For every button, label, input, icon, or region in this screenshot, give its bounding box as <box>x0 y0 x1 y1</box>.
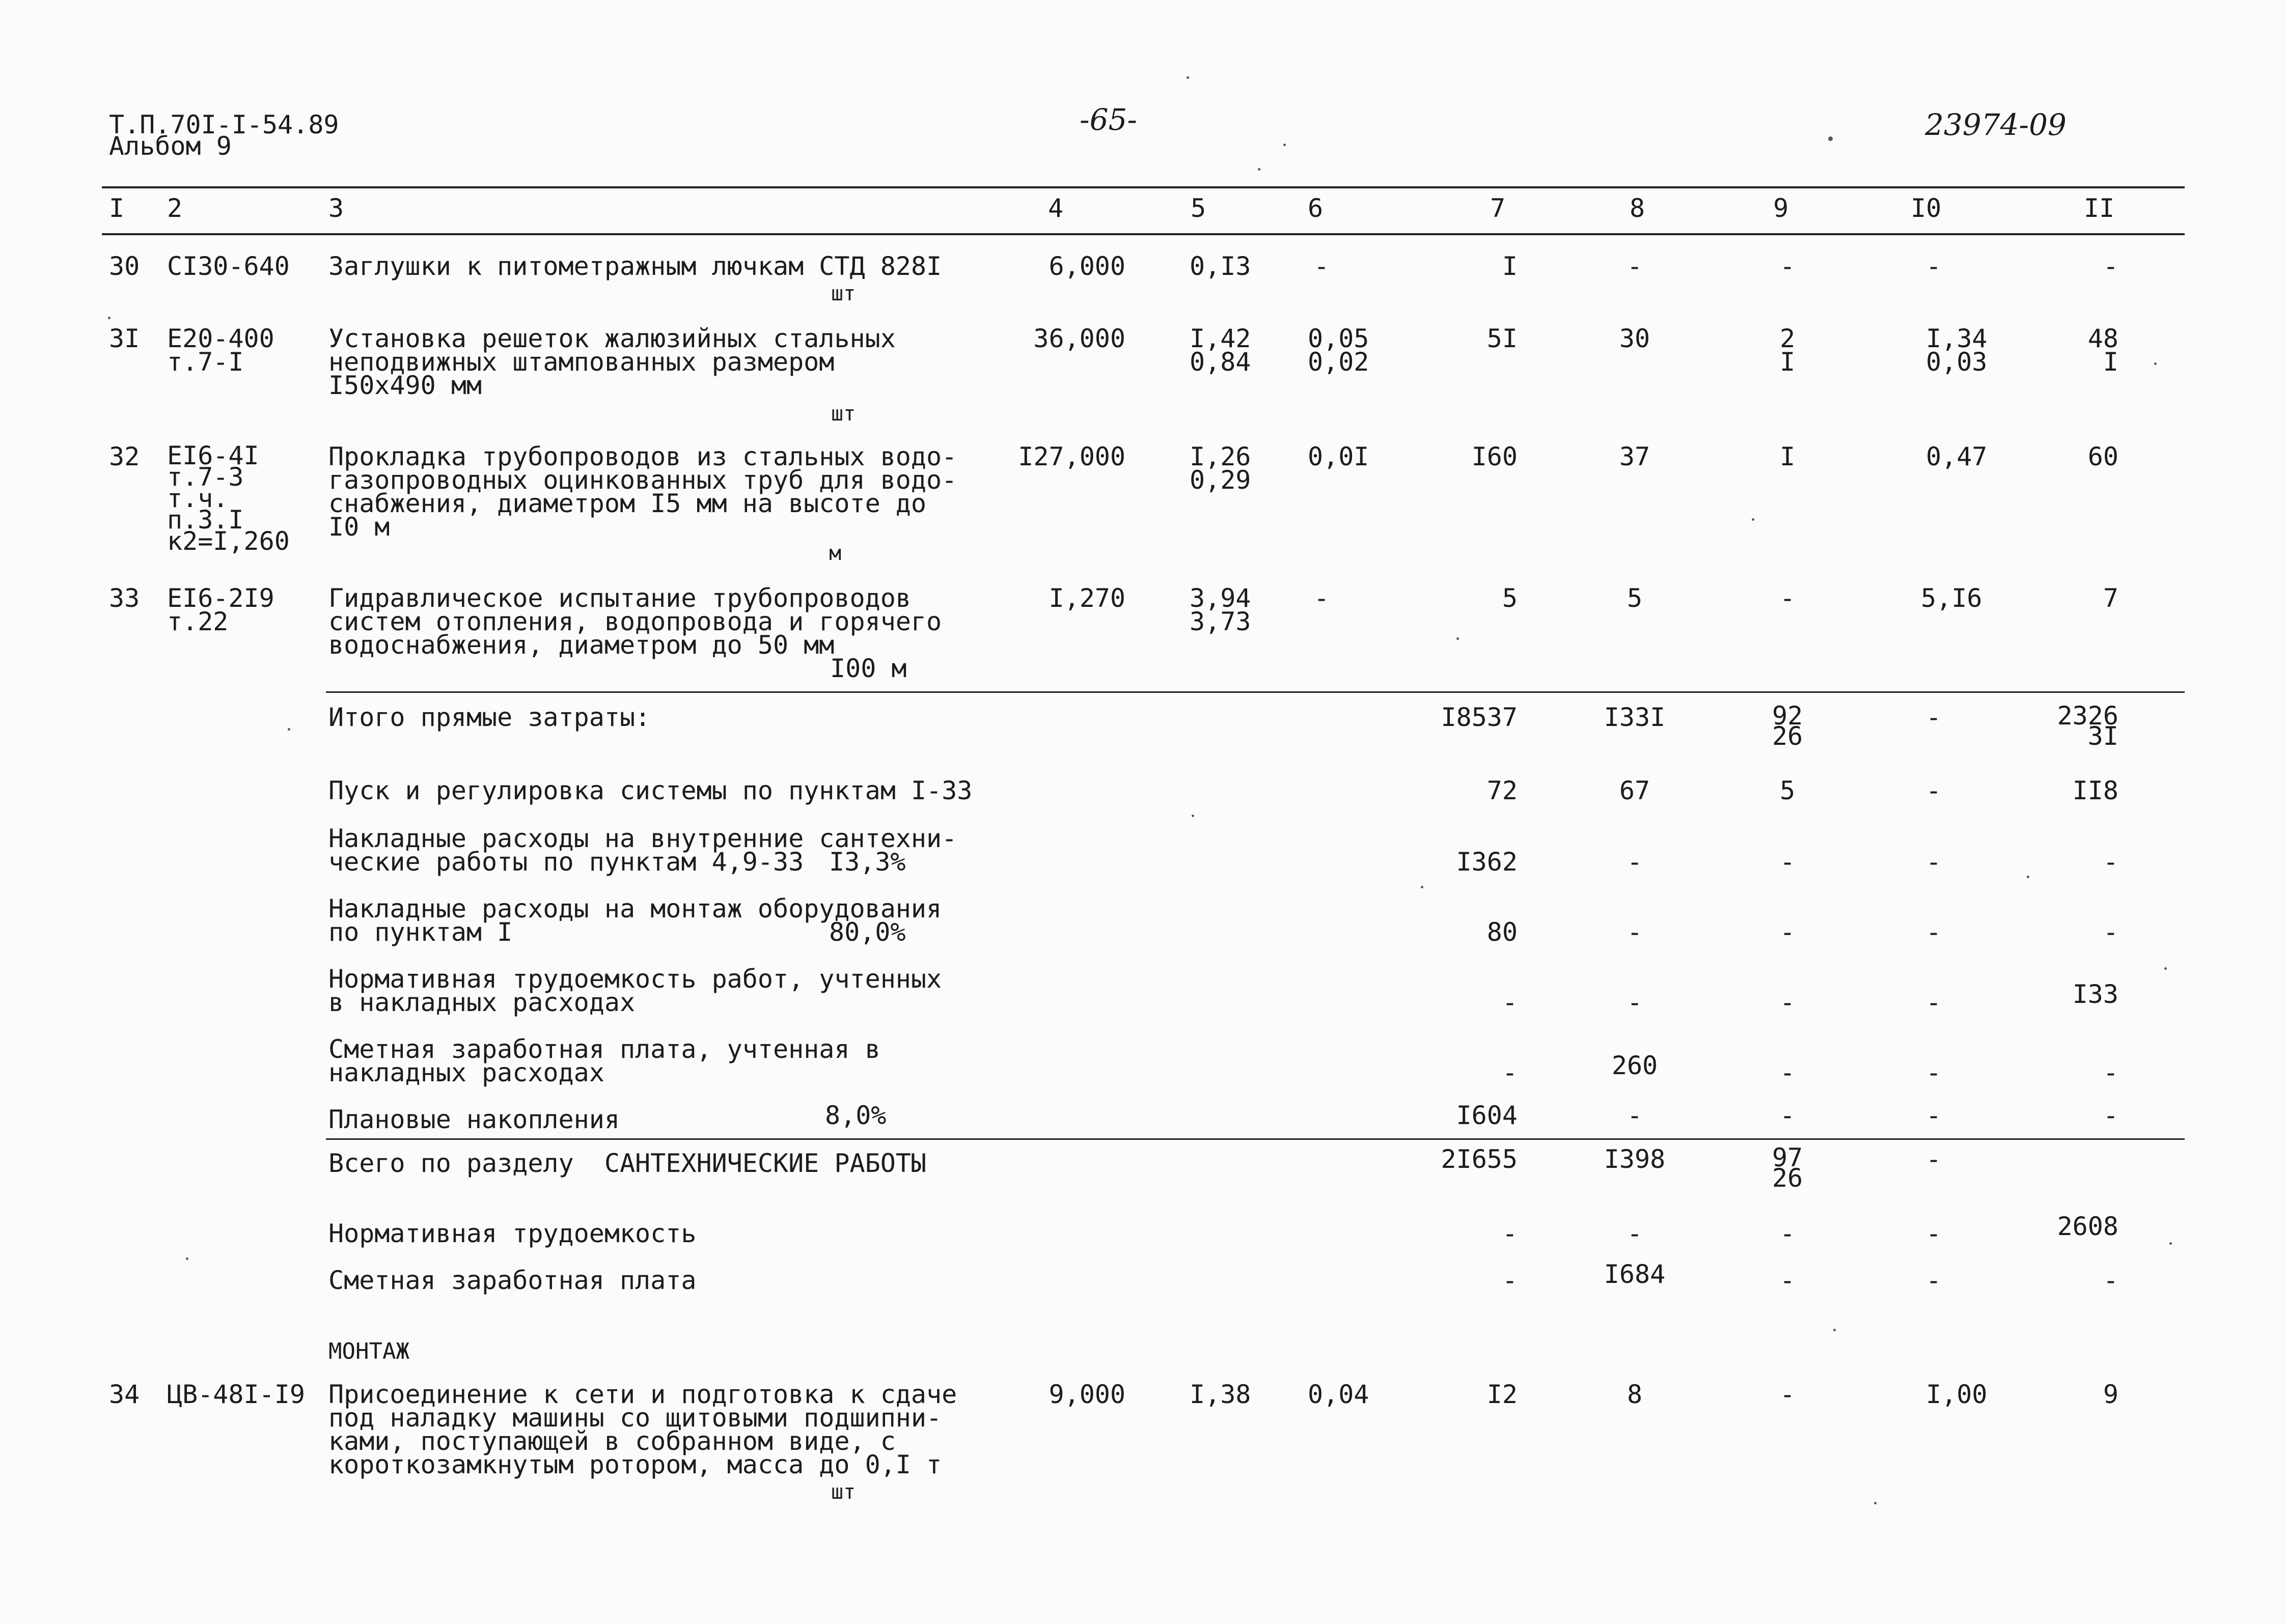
scan-speck <box>1187 76 1189 79</box>
col7-value: I8537 <box>1441 703 1518 732</box>
col8-value: - <box>1627 1219 1643 1248</box>
col7-value: 5I <box>1486 324 1518 353</box>
col9-value: 2 I <box>1779 324 1796 377</box>
scan-speck <box>1258 168 1260 171</box>
scan-speck <box>1828 136 1833 141</box>
col7-value: I <box>1502 251 1518 281</box>
col9-value: - <box>1779 1101 1796 1130</box>
summary-label: Нормативная трудоемкость работ, учтенных в накладных расходах <box>328 964 942 1017</box>
section-total-label: Всего по разделу САНТЕХНИЧЕСКИЕ РАБОТЫ <box>328 1149 926 1178</box>
col8-value: 67 <box>1619 776 1650 805</box>
col10-value: I,00 <box>1926 1380 1988 1409</box>
col10-value: - <box>1926 1219 1942 1248</box>
col9-value: - <box>1779 988 1796 1017</box>
col4-value: 6,000 <box>1049 251 1125 281</box>
summary-label: Сметная заработная плата <box>328 1266 697 1295</box>
col11-value: II8 <box>2072 776 2118 805</box>
col8-value: - <box>1627 251 1643 281</box>
col9-value: - <box>1779 1380 1796 1409</box>
scan-speck <box>1421 886 1423 888</box>
col7-value: - <box>1502 1266 1518 1295</box>
scan-speck <box>2154 362 2157 365</box>
row-number: 33 <box>109 583 140 613</box>
col11-value: - <box>2103 251 2118 281</box>
column-header: 5 <box>1191 193 1206 223</box>
rate-code: ЦВ-48I-I9 <box>167 1380 305 1409</box>
work-description: Установка решеток жалюзийных стальных неподвижных штампованных размером I50х490 мм <box>328 324 896 400</box>
summary-percent: 80,0% <box>829 917 906 947</box>
scan-speck <box>2164 967 2167 970</box>
column-header: 6 <box>1308 193 1324 223</box>
document-code: Т.П.70I-I-54.89 <box>109 110 339 139</box>
rate-code: ЕI6-4I т.7-3 т.ч. п.3.I к2=I,260 <box>167 441 290 556</box>
unit: I00 м <box>830 654 907 683</box>
col9-value: I <box>1779 442 1796 471</box>
rate-code: Е20-400 т.7-I <box>167 324 274 377</box>
unit: м <box>829 542 842 565</box>
scan-speck <box>1833 1329 1836 1331</box>
col10-value: - <box>1926 703 1942 732</box>
col8-value: I33I <box>1604 703 1666 732</box>
work-description: Прокладка трубопроводов из стальных водо- газопроводных оцинкованных труб для водо- снабжения, диаметром I5 мм на высоте до I0 м <box>328 442 957 542</box>
col8-value: I684 <box>1604 1259 1666 1289</box>
col9-value: - <box>1779 1219 1796 1248</box>
summary-label: Плановые накопления <box>328 1105 620 1134</box>
col6-value: 0,05 0,02 <box>1308 324 1369 377</box>
col11-value: I33 <box>2072 979 2118 1009</box>
col8-value: I398 <box>1604 1144 1666 1174</box>
col7-value: I2 <box>1486 1380 1518 1409</box>
subtotal-rule <box>326 691 2185 693</box>
col9-value: - <box>1779 251 1796 281</box>
col9-value: - <box>1779 1058 1796 1087</box>
col11-value: - <box>2103 847 2118 877</box>
col8-value: 37 <box>1619 442 1650 471</box>
col11-value: - <box>2103 917 2118 947</box>
col10-value: - <box>1926 1058 1942 1087</box>
row-number: 30 <box>109 251 140 281</box>
col7-value: 72 <box>1486 776 1518 805</box>
col9-value: 97 26 <box>1772 1143 1803 1193</box>
col10-value: - <box>1926 917 1942 947</box>
col8-value: - <box>1627 1101 1643 1130</box>
col4-value: I,270 <box>1049 583 1125 613</box>
section-total-rule <box>326 1138 2185 1140</box>
unit: шт <box>831 282 856 305</box>
scan-speck <box>1874 1502 1877 1504</box>
col10-value: - <box>1926 1266 1942 1295</box>
scan-speck <box>1456 637 1459 640</box>
column-header: 9 <box>1773 193 1789 223</box>
album-label: Альбом 9 <box>109 131 232 161</box>
rate-code: CI30-640 <box>167 251 290 281</box>
col11-value: 2608 <box>2057 1212 2118 1241</box>
col8-value: 260 <box>1611 1051 1658 1080</box>
work-description: Гидравлическое испытание трубопроводов систем отопления, водопровода и горячего водоснабжения, диаметром до 50 мм <box>328 583 942 660</box>
unit: шт <box>831 402 856 426</box>
col6-value: 0,0I <box>1308 442 1369 471</box>
col11-value: 7 <box>2103 583 2118 613</box>
col11-value: - <box>2103 1101 2118 1130</box>
col11-value: 2326 3I <box>2057 701 2118 751</box>
col6-value: 0,04 <box>1308 1380 1369 1409</box>
col7-value: I362 <box>1456 847 1518 877</box>
table-top-rule <box>102 186 2185 188</box>
summary-percent: I3,3% <box>829 847 906 877</box>
col11-value: 60 <box>2087 442 2118 471</box>
col10-value: - <box>1926 251 1942 281</box>
document-number: 23974-09 <box>1925 107 2067 142</box>
col10-value: 0,47 <box>1926 442 1988 471</box>
col11-value: 9 <box>2103 1380 2118 1409</box>
col6-value: - <box>1314 583 1330 613</box>
col8-value: - <box>1627 847 1643 877</box>
col4-value: I27,000 <box>1018 442 1125 471</box>
col7-value: 2I655 <box>1441 1144 1518 1174</box>
col10-value: - <box>1926 1101 1942 1130</box>
table-header-rule <box>102 233 2185 235</box>
row-number: 34 <box>109 1380 140 1409</box>
column-header: 2 <box>167 193 183 223</box>
col11-value: - <box>2103 1058 2118 1087</box>
col5-value: I,26 0,29 <box>1190 442 1251 495</box>
col5-value: I,38 <box>1190 1380 1251 1409</box>
rate-code: ЕI6-2I9 т.22 <box>167 583 274 636</box>
column-header: I0 <box>1911 193 1942 223</box>
col10-value: - <box>1926 1144 1942 1174</box>
col8-value: 5 <box>1627 583 1643 613</box>
col11-value: 48 I <box>2087 324 2118 377</box>
col10-value: 5,I6 <box>1921 583 1982 613</box>
scan-speck <box>2169 1242 2172 1245</box>
col9-value: - <box>1779 1266 1796 1295</box>
col7-value: - <box>1502 988 1518 1017</box>
work-description: Заглушки к питометражным лючкам СТД 828I <box>328 251 942 281</box>
summary-label: Итого прямые затраты: <box>328 703 651 732</box>
col10-value: - <box>1926 988 1942 1017</box>
col10-value: I,34 0,03 <box>1926 324 1988 377</box>
col7-value: 5 <box>1502 583 1518 613</box>
column-header: 8 <box>1630 193 1645 223</box>
col10-value: - <box>1926 776 1942 805</box>
section-heading: МОНТАЖ <box>328 1338 409 1364</box>
col4-value: 36,000 <box>1033 324 1125 353</box>
scan-speck <box>186 1257 188 1260</box>
column-header: I <box>109 193 125 223</box>
col8-value: 8 <box>1627 1380 1643 1409</box>
scan-speck <box>108 317 111 319</box>
unit: шт <box>831 1480 856 1504</box>
row-number: 32 <box>109 442 140 471</box>
col9-value: - <box>1779 583 1796 613</box>
scan-speck <box>1752 518 1754 521</box>
summary-label: Нормативная трудоемкость <box>328 1219 697 1248</box>
column-header: 7 <box>1490 193 1506 223</box>
col7-value: - <box>1502 1219 1518 1248</box>
scan-speck <box>1192 815 1194 817</box>
col8-value: 30 <box>1619 324 1650 353</box>
scan-speck <box>2027 876 2029 878</box>
summary-label: Накладные расходы на монтаж оборудования по пунктам I <box>328 894 942 947</box>
col7-value: I604 <box>1456 1101 1518 1130</box>
col9-value: 5 <box>1779 776 1796 805</box>
col9-value: - <box>1779 847 1796 877</box>
column-header: II <box>2084 193 2115 223</box>
column-header: 3 <box>328 193 344 223</box>
col7-value: 80 <box>1486 917 1518 947</box>
col9-value: - <box>1779 917 1796 947</box>
summary-label: Накладные расходы на внутренние сантехни- ческие работы по пунктам 4,9-33 <box>328 824 957 877</box>
summary-label: Сметная заработная плата, учтенная в накладных расходах <box>328 1034 880 1087</box>
summary-percent: 8,0% <box>825 1101 887 1130</box>
col4-value: 9,000 <box>1049 1380 1125 1409</box>
summary-label: Пуск и регулировка системы по пунктам I-33 <box>328 776 973 805</box>
col5-value: I,42 0,84 <box>1190 324 1251 377</box>
work-description: Присоединение к сети и подготовка к сдаче под наладку машины со щитовыми подшипни- ками, поступающей в собранном виде, с короткозамкнутым ротором, масса до 0,I т <box>328 1380 957 1479</box>
row-number: 3I <box>109 324 140 353</box>
column-header: 4 <box>1048 193 1064 223</box>
col11-value: - <box>2103 1266 2118 1295</box>
scan-speck <box>288 728 290 731</box>
col10-value: - <box>1926 847 1942 877</box>
col8-value: - <box>1627 988 1643 1017</box>
col5-value: 0,I3 <box>1190 251 1251 281</box>
col7-value: - <box>1502 1058 1518 1087</box>
col7-value: I60 <box>1471 442 1518 471</box>
page-number: -65- <box>1080 102 1137 137</box>
col6-value: - <box>1314 251 1330 281</box>
col8-value: - <box>1627 917 1643 947</box>
col9-value: 92 26 <box>1772 701 1803 751</box>
scan-speck <box>1283 144 1286 146</box>
col5-value: 3,94 3,73 <box>1190 583 1251 636</box>
